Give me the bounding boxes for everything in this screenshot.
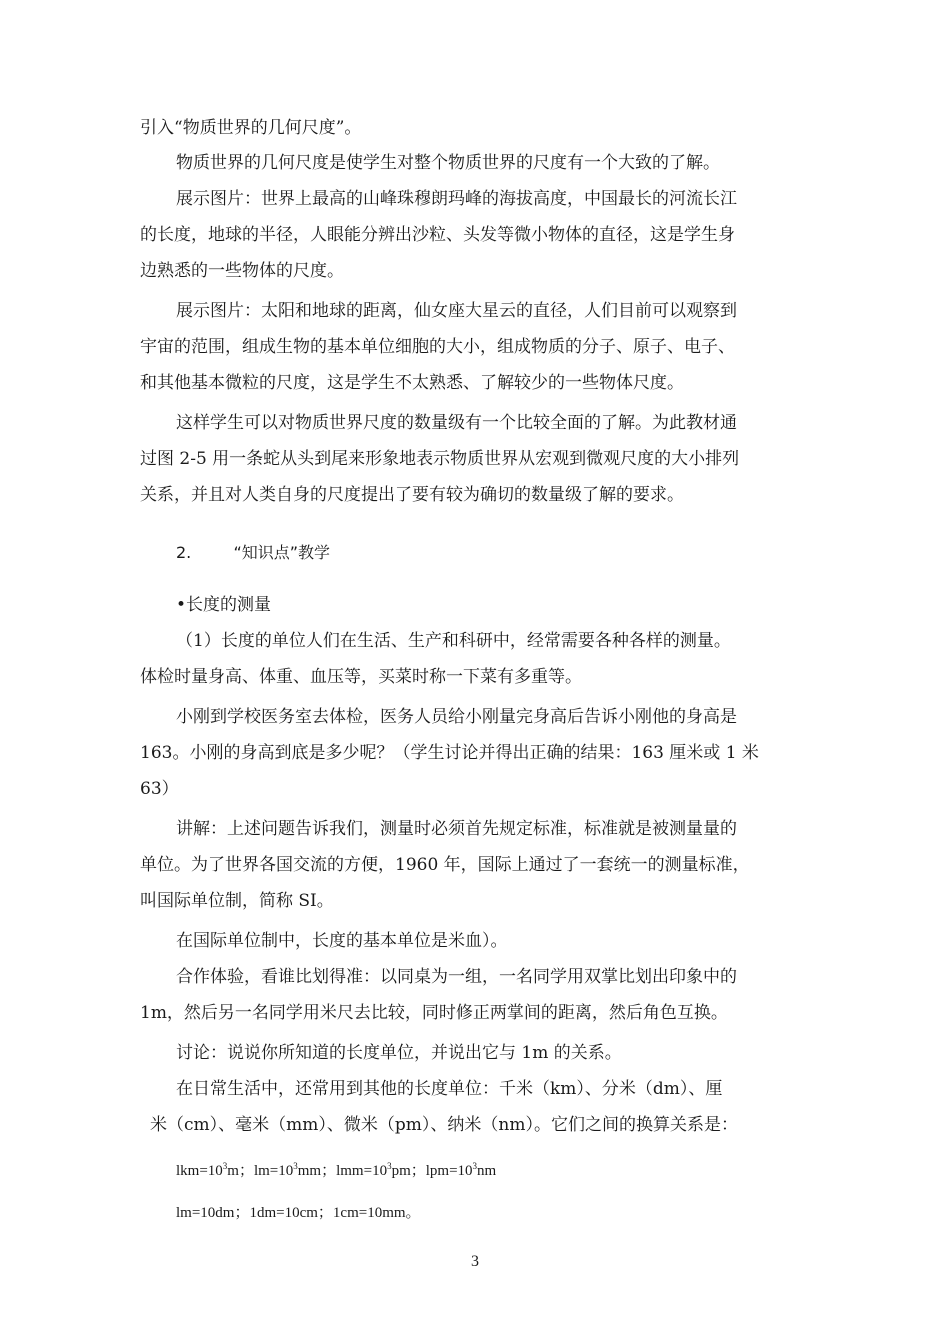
paragraph-line: 和其他基本微粒的尺度，这是学生不太熟悉、了解较少的一些物体尺度。 [140, 373, 684, 393]
paragraph-line: 单位。为了世界各国交流的方便，1960 年，国际上通过了一套统一的测量标准， [140, 855, 750, 875]
paragraph-line: 合作体验，看谁比划得准：以同桌为一组，一名同学用双掌比划出印象中的 [176, 967, 737, 987]
conversion-formula-1: $lkm=10^3m$；$lm=10^3mm$；$lmm=10^3pm$；$lpm=10^3nm$ [176, 1161, 497, 1179]
paragraph-line: 边熟悉的一些物体的尺度。 [140, 261, 344, 281]
paragraph-line: 讨论：说说你所知道的长度单位，并说出它与 1m 的关系。 [176, 1043, 622, 1063]
paragraph-line: 63） [140, 779, 179, 799]
paragraph-line: 引入“物质世界的几何尺度”。 [140, 118, 362, 138]
paragraph-line: 在国际单位制中，长度的基本单位是米血）。 [176, 931, 508, 951]
paragraph-line: 叫国际单位制，简称 SI。 [140, 891, 334, 911]
bullet-heading: •长度的测量 [176, 595, 272, 615]
page-number: 3 [471, 1253, 479, 1270]
paragraph-line: 展示图片：太阳和地球的距离，仙女座大星云的直径，人们目前可以观察到 [176, 301, 737, 321]
paragraph-line: 在日常生活中，还常用到其他的长度单位：千米（km）、分米（dm）、厘 [176, 1079, 723, 1099]
section-number: 2. [176, 543, 192, 562]
paragraph-line: 物质世界的几何尺度是使学生对整个物质世界的尺度有一个大致的了解。 [176, 153, 720, 173]
paragraph-line: 讲解：上述问题告诉我们，测量时必须首先规定标准，标准就是被测量量的 [176, 819, 737, 839]
paragraph-line: 宇宙的范围，组成生物的基本单位细胞的大小，组成物质的分子、原子、电子、 [140, 337, 735, 357]
paragraph-line: （1）长度的单位人们在生活、生产和科研中，经常需要各种各样的测量。 [176, 631, 731, 651]
section-title: “知识点”教学 [233, 543, 331, 562]
conversion-formula-2: lm=10dm；1dm=10cm；1cm=10mm。 [176, 1205, 421, 1221]
paragraph-line: 163。小刚的身高到底是多少呢？（学生讨论并得出正确的结果：163 厘米或 1 米 [140, 743, 759, 763]
paragraph-line: 展示图片：世界上最高的山峰珠穆朗玛峰的海拔高度，中国最长的河流长江 [176, 189, 737, 209]
paragraph-line: 小刚到学校医务室去体检，医务人员给小刚量完身高后告诉小刚他的身高是 [176, 707, 737, 727]
paragraph-line: 这样学生可以对物质世界尺度的数量级有一个比较全面的了解。为此教材通 [176, 413, 737, 433]
paragraph-line: 过图 2-5 用一条蛇从头到尾来形象地表示物质世界从宏观到微观尺度的大小排列 [140, 449, 740, 469]
paragraph-line: 关系，并且对人类自身的尺度提出了要有较为确切的数量级了解的要求。 [140, 485, 684, 505]
paragraph-line: 体检时量身高、体重、血压等，买菜时称一下菜有多重等。 [140, 667, 582, 687]
section-heading [176, 540, 330, 566]
paragraph-line: 的长度，地球的半径，人眼能分辨出沙粒、头发等微小物体的直径，这是学生身 [140, 225, 735, 245]
paragraph-line: 1m，然后另一名同学用米尺去比较，同时修正两掌间的距离，然后角色互换。 [140, 1003, 728, 1023]
paragraph-line: 米（cm）、毫米（mm）、微米（pm）、纳米（nm）。它们之间的换算关系是： [150, 1115, 738, 1135]
